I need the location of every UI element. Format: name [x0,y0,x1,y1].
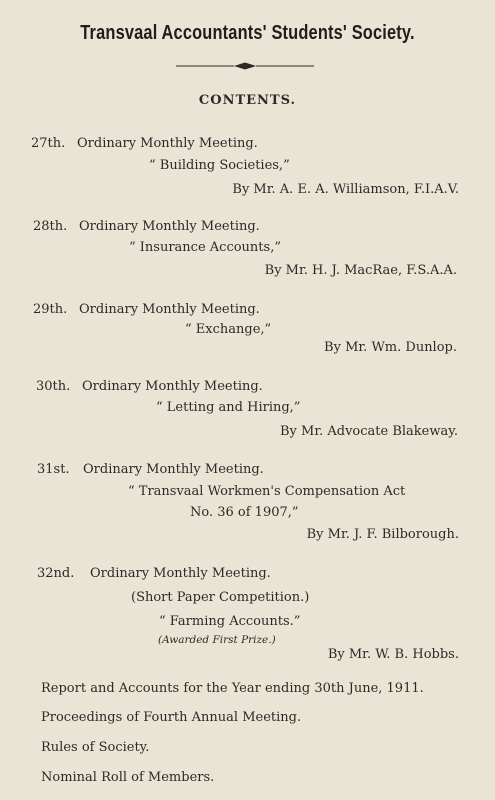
meeting-label: Ordinary Monthly Meeting. [79,219,260,234]
paper-title: “ Letting and Hiring,” [156,400,301,415]
speaker-credit: By Mr. J. F. Bilborough. [306,527,459,542]
meeting-label: Ordinary Monthly Meeting. [90,566,271,581]
entry-number: 27th. [31,136,66,151]
meeting-label: Ordinary Monthly Meeting. [83,462,264,477]
ornamental-divider-icon [176,60,314,72]
paper-title-continued: No. 36 of 1907,” [190,505,299,520]
proceedings-item: Proceedings of Fourth Annual Meeting. [41,710,302,725]
entry-number: 29th. [33,302,68,317]
paper-title: “ Exchange,” [185,322,272,337]
speaker-credit: By Mr. H. J. MacRae, F.S.A.A. [264,263,457,278]
competition-note: (Short Paper Competition.) [131,590,310,605]
rules-item: Rules of Society. [41,740,150,755]
entry-number: 31st. [37,462,70,477]
meeting-label: Ordinary Monthly Meeting. [82,379,263,394]
roll-item: Nominal Roll of Members. [41,770,215,785]
paper-title: “ Building Societies,” [149,158,290,173]
entry-number: 30th. [36,379,71,394]
speaker-credit: By Mr. Wm. Dunlop. [324,340,457,355]
paper-title: “ Insurance Accounts,” [129,240,281,255]
entry-number: 32nd. [37,566,75,581]
speaker-credit: By Mr. A. E. A. Williamson, F.I.A.V. [232,182,459,197]
entry-number: 28th. [33,219,68,234]
meeting-label: Ordinary Monthly Meeting. [77,136,258,151]
meeting-label: Ordinary Monthly Meeting. [79,302,260,317]
report-item: Report and Accounts for the Year ending 30th June, 1911. [41,681,424,696]
speaker-credit: By Mr. W. B. Hobbs. [327,647,459,662]
award-note: (Awarded First Prize.) [158,634,276,646]
paper-title: “ Transvaal Workmen's Compensation Act [128,484,406,499]
contents-heading: CONTENTS. [198,93,297,108]
speaker-credit: By Mr. Advocate Blakeway. [279,424,458,439]
paper-title: “ Farming Accounts.” [159,614,301,629]
page-title: Transvaal Accountants' Students' Society. [80,22,415,44]
